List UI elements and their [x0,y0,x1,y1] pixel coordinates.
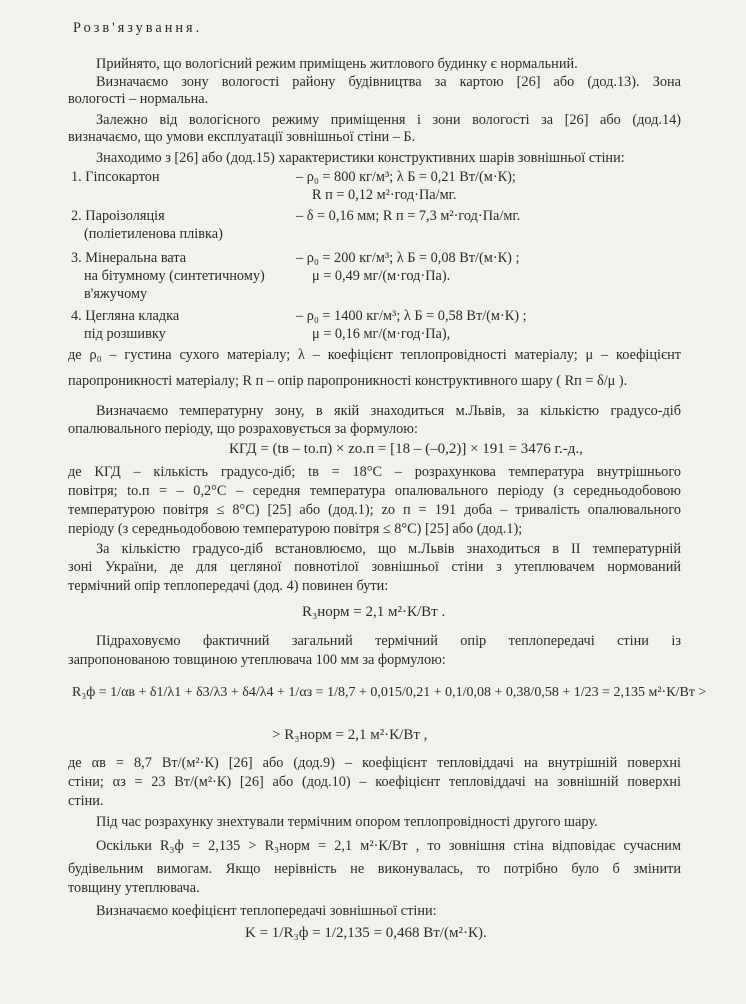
layer-name: в'яжучому [84,286,148,302]
layer-values: – ρ₀ = 200 кг/м³; λ Б = 0,08 Вт/(м·К) ; [296,250,520,266]
paragraph: Залежно від вологісного режиму приміщення і зони вологості за [26] або (дод.14) [96,112,681,128]
bleed-through-text [300,38,304,55]
paragraph: зоні України, де для цегляної повнотілої зовнішньої стіни з утеплювачем нормований [68,559,681,575]
layer-name: під розшивку [84,326,166,342]
paragraph: де КГД – кількість градусо-діб; tв = 18°С – розрахункова температура внутрішнього [68,464,681,480]
layer-values: – δ = 0,16 мм; R п = 7,3 м²·год·Па/мг. [296,208,521,224]
layer-name: (поліетиленова плівка) [84,226,223,242]
paragraph: температурою повітря ≤ 8°С) [25] або (дод.1); zо п = 191 доба – тривалість опалювального [68,502,681,518]
layer-name: 2. Пароізоляція [71,208,165,224]
paragraph: Знаходимо з [26] або (дод.15) характеристики конструктивних шарів зовнішньої стіни: [96,150,625,166]
paragraph: де ρ₀ – густина сухого матеріалу; λ – коефіцієнт теплопровідності матеріалу; μ – коефіцієнт [68,347,681,363]
paragraph: будівельним вимогам. Якщо нерівність не виконувалась, то потрібно було б змінити [68,861,681,877]
layer-name: 4. Цегляна кладка [71,308,180,324]
paragraph: де αв = 8,7 Вт/(м²·К) [26] або (дод.9) – коефіцієнт тепловіддачі на внутрішній поверхні [68,755,681,771]
paragraph: Визначаємо температурну зону, в якій знаходиться м.Львів, за кількістю градусо-діб [96,403,681,419]
paragraph: Прийнято, що вологісний режим приміщень житлового будинку є нормальний. [96,56,578,72]
paragraph: Підраховуємо фактичний загальний термічний опір теплопередачі стіни із [96,633,681,649]
paragraph: стіни. [68,793,104,809]
formula-r-main: R₃ф = 1/αв + δ1/λ1 + δ3/λ3 + δ4/λ4 + 1/αз = 1/8,7 + 0,015/0,21 + 0,1/0,08 + 0,38/0,58 + 1/23 = 2,135 м²·К/Вт > [72,685,707,700]
layer-values: – ρ₀ = 1400 кг/м³; λ Б = 0,58 Вт/(м·К) ; [296,308,527,324]
layer-values: – ρ₀ = 800 кг/м³; λ Б = 0,21 Вт/(м·К); [296,169,516,185]
paragraph: періоду (з середньодобовою температурою повітря ≤ 8°С) [25] або (дод.1); [68,521,523,537]
paragraph: запропонованою товщиною утеплювача 100 мм за формулою: [68,652,446,668]
layer-values: μ = 0,16 мг/(м·год·Па), [312,326,451,342]
paragraph: визначаємо, що умови експлуатації зовнішньої стіни – Б. [68,129,416,145]
paragraph: Визначаємо коефіцієнт теплопередачі зовнішньої стіни: [96,903,437,919]
layer-name: 3. Мінеральна вата [71,250,187,266]
formula-r-cont: > R₃норм = 2,1 м²·К/Вт , [272,727,428,743]
paragraph: паропроникності матеріалу; R п – опір паропроникності конструктивного шару ( Rп = δ/μ ). [68,373,628,389]
paragraph: Визначаємо зону вологості району будівництва за картою [26] або (дод.13). Зона [96,74,681,90]
layer-name: на бітумному (синтетичному) [84,268,265,284]
paragraph: Під час розрахунку знехтували термічним опором теплопровідності другого шару. [96,814,598,830]
section-title: Розв'язування. [73,20,203,36]
paragraph: стіни; αз = 23 Вт/(м²·К) [26] або (дод.10) – коефіцієнт тепловіддачі на зовнішній поверхні [68,774,681,790]
layer-name: 1. Гіпсокартон [71,169,160,185]
layer-values: μ = 0,49 мг/(м·год·Па). [312,268,451,284]
layer-values: R п = 0,12 м²·год·Па/мг. [312,187,457,203]
formula-r-norm: R₃норм = 2,1 м²·К/Вт . [302,604,446,620]
paragraph: Оскільки R₃ф = 2,135 > R₃норм = 2,1 м²·К/Вт , то зовнішня стіна відповідає сучасним [96,838,681,854]
paragraph: товщину утеплювача. [68,880,200,896]
paragraph: повітря; tо.п = – 0,2°С – середня температура опалювального періоду (з середньодобовою [68,483,681,499]
paragraph: опалювального періоду, що розраховується за формулою: [68,421,418,437]
formula-k: K = 1/R₃ф = 1/2,135 = 0,468 Вт/(м²·К). [245,925,487,941]
paragraph: вологості – нормальна. [68,91,209,107]
paragraph: термічний опір теплопередачі (дод. 4) повинен бути: [68,578,389,594]
formula-kgd: КГД = (tв – tо.п) × zо.п = [18 – (–0,2)] × 191 = 3476 г.-д., [229,441,583,457]
paragraph: За кількістю градусо-діб встановлюємо, що м.Львів знаходиться в ІІ температурній [96,541,681,557]
